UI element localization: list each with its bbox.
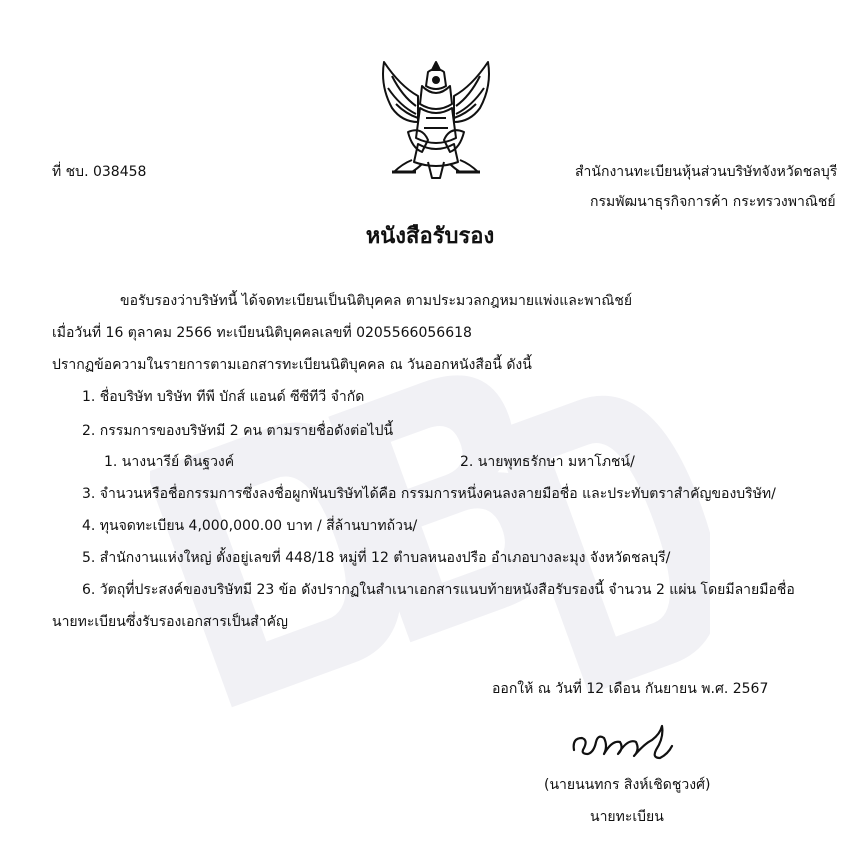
item-capital: 4. ทุนจดทะเบียน 4,000,000.00 บาท / สี่ล้านบาทถ้วน/ — [82, 518, 418, 534]
director-2: 2. นายพุทธรักษา มหาโภชน์/ — [460, 454, 635, 470]
office-name: สำนักงานทะเบียนหุ้นส่วนบริษัทจังหวัดชลบุรี — [575, 164, 838, 180]
registrar-signature — [568, 720, 678, 764]
item-head-office: 5. สำนักงานแห่งใหญ่ ตั้งอยู่เลขที่ 448/18 หมู่ที่ 12 ตำบลหนองปรือ อำเภอบางละมุง จังหวัดชลบุรี/ — [82, 550, 671, 566]
director-1: 1. นางนารีย์ ดินฐวงค์ — [104, 454, 235, 470]
item-signing-authority: 3. จำนวนหรือชื่อกรรมการซึ่งลงชื่อผูกพันบริษัทได้คือ กรรมการหนึ่งคนลงลายมือชื่อ และประทับตราสำคัญของบริษัท/ — [82, 486, 776, 502]
item-objectives-continued: นายทะเบียนซึ่งรับรองเอกสารเป็นสำคัญ — [52, 614, 288, 630]
item-directors: 2. กรรมการของบริษัทมี 2 คน ตามรายชื่อดังต่อไปนี้ — [82, 423, 394, 439]
intro-line-3: ปรากฏข้อความในรายการตามเอกสารทะเบียนนิติบุคคล ณ วันออกหนังสือนี้ ดังนี้ — [52, 357, 532, 373]
item-objectives: 6. วัตถุที่ประสงค์ของบริษัทมี 23 ข้อ ดังปรากฏในสำเนาเอกสารแนบท้ายหนังสือรับรองนี้ จำนวน 2 แผ่น โดยมีลายมือชื่อ — [82, 582, 795, 598]
item-company-name: 1. ชื่อบริษัท บริษัท ทีพี บักส์ แอนด์ ซีซีทีวี จำกัด — [82, 389, 365, 405]
issue-date: ออกให้ ณ วันที่ 12 เดือน กันยายน พ.ศ. 2567 — [492, 681, 769, 697]
reference-number: ที่ ชบ. 038458 — [52, 164, 147, 180]
department-name: กรมพัฒนาธุรกิจการค้า กระทรวงพาณิชย์ — [590, 194, 836, 210]
intro-line-1: ขอรับรองว่าบริษัทนี้ ได้จดทะเบียนเป็นนิติบุคคล ตามประมวลกฎหมายแพ่งและพาณิชย์ — [120, 293, 633, 309]
document-title: หนังสือรับรอง — [365, 224, 495, 249]
garuda-emblem-icon — [372, 56, 500, 182]
signer-title: นายทะเบียน — [590, 809, 664, 825]
signer-name: (นายนนทกร สิงห์เชิดชูวงศ์) — [544, 777, 711, 793]
intro-line-2: เมื่อวันที่ 16 ตุลาคม 2566 ทะเบียนนิติบุคคลเลขที่ 0205566056618 — [52, 325, 472, 341]
